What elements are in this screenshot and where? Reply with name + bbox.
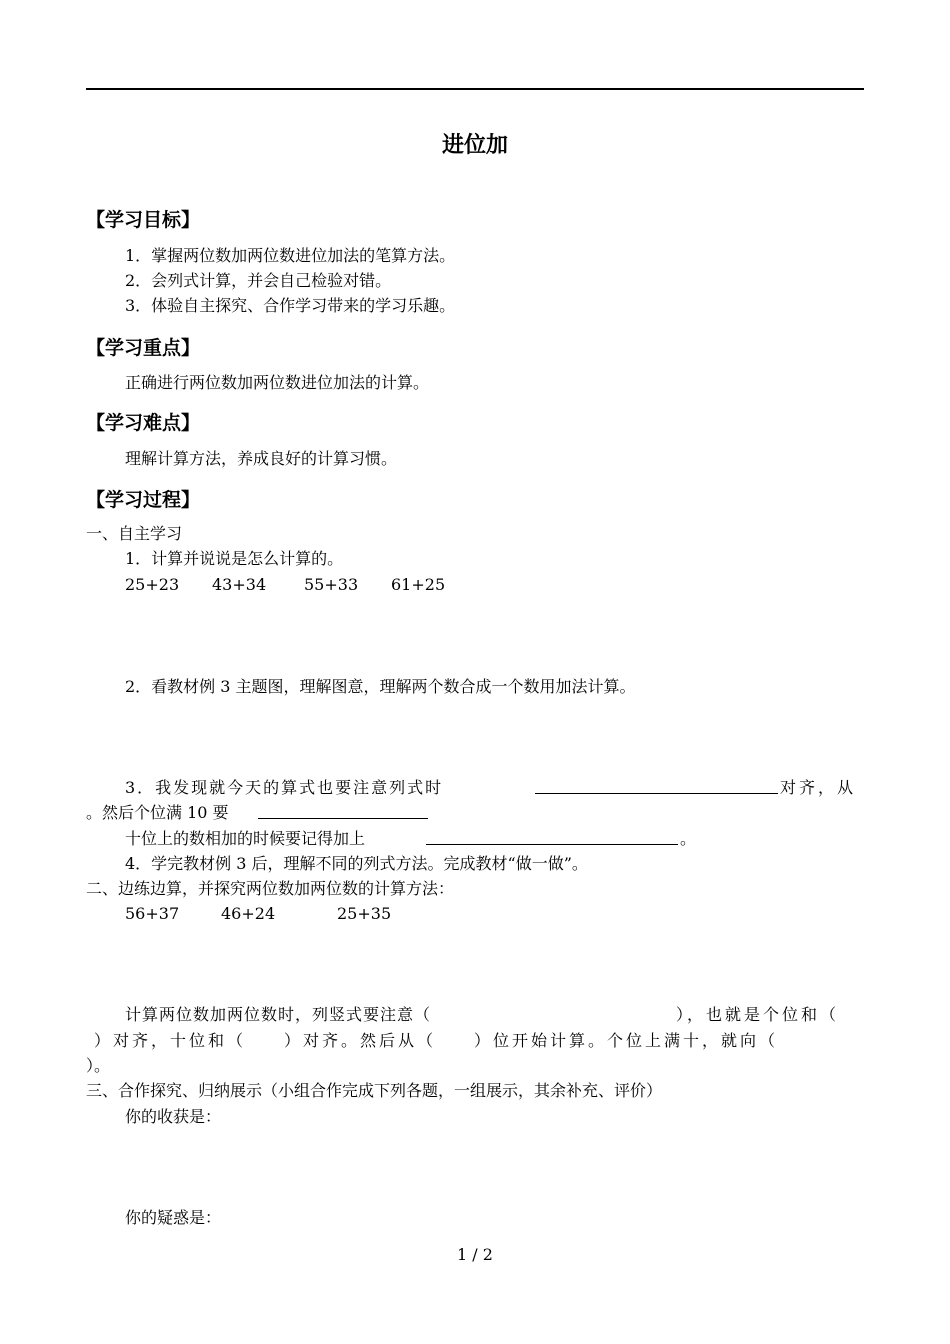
- question-3-line3: 十位上的数相加的时候要记得加上: [125, 829, 366, 848]
- part2-label: 二、边练边算，并探究两位数加两位数的计算方法：: [86, 879, 455, 898]
- blank-line: [258, 803, 428, 824]
- blank-line: [426, 829, 678, 850]
- goal-item: 3．体验自主探究、合作学习带来的学习乐趣。: [125, 296, 456, 315]
- process-heading: 【学习过程】: [86, 489, 201, 511]
- focus-text: 正确进行两位数加两位数进位加法的计算。: [125, 373, 430, 392]
- part1-label: 一、自主学习: [86, 524, 183, 543]
- question-3-line3-end: 。: [680, 829, 697, 848]
- gain-prompt: 你的收获是：: [125, 1107, 222, 1126]
- page-title: 进位加: [441, 133, 508, 158]
- expression: 56+37: [125, 904, 180, 923]
- question-1: 1．计算并说说是怎么计算的。: [125, 549, 344, 568]
- summary-line1-b: ），也就是个位和（: [676, 1005, 840, 1024]
- expression: 25+23: [125, 575, 180, 594]
- question-3-line2: 。然后个位满 10 要: [86, 803, 229, 822]
- doubt-prompt: 你的疑惑是：: [125, 1208, 222, 1227]
- difficulty-heading: 【学习难点】: [86, 412, 201, 434]
- blank-line: [535, 778, 778, 799]
- expression: 25+35: [337, 904, 392, 923]
- header-rule: [86, 88, 864, 90]
- goal-item: 2．会列式计算，并会自己检验对错。: [125, 271, 392, 290]
- question-4: 4．学完教材例 3 后，理解不同的列式方法。完成教材“做一做”。: [125, 854, 588, 873]
- summary-line1-a: 计算两位数加两位数时，列竖式要注意（: [125, 1005, 432, 1024]
- difficulty-text: 理解计算方法，养成良好的计算习惯。: [125, 449, 398, 468]
- question-3-line1-end: 对齐，从: [780, 778, 857, 797]
- question-2: 2．看教材例 3 主题图，理解图意，理解两个数合成一个数用加法计算。: [125, 677, 636, 696]
- focus-heading: 【学习重点】: [86, 337, 201, 359]
- expression: 43+34: [212, 575, 267, 594]
- goals-heading: 【学习目标】: [86, 209, 201, 231]
- question-3-line1: 3．我发现就今天的算式也要注意列式时: [125, 778, 444, 797]
- summary-line3: ）。: [86, 1056, 111, 1075]
- expression: 61+25: [391, 575, 446, 594]
- page-number: 1 / 2: [457, 1245, 493, 1264]
- expression: 46+24: [221, 904, 276, 923]
- goal-item: 1．掌握两位数加两位数进位加法的笔算方法。: [125, 246, 456, 265]
- expression: 55+33: [304, 575, 359, 594]
- part3-label: 三、合作探究、归纳展示（小组合作完成下列各题，一组展示，其余补充、评价）: [86, 1081, 663, 1100]
- summary-line2: ）对齐，十位和（ ）对齐。然后从（ ）位开始计算。个位上满十，就向（: [94, 1031, 779, 1050]
